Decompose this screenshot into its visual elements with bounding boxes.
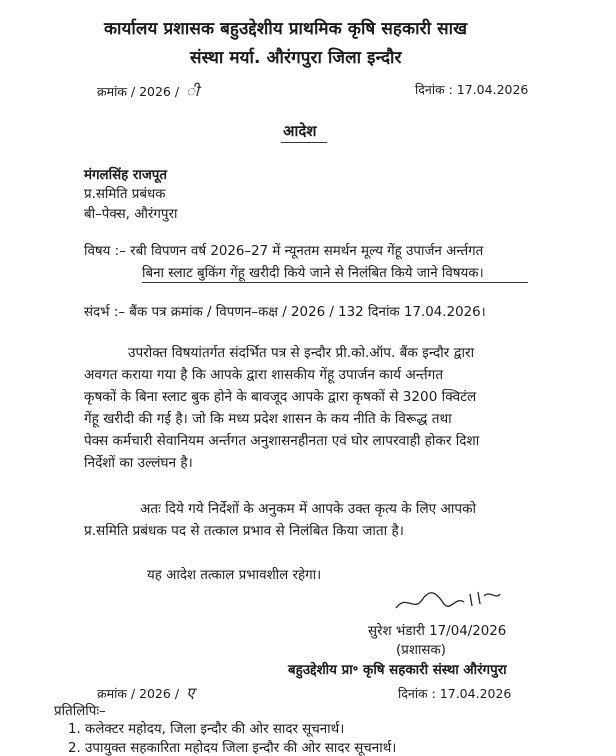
handwritten-number: ी bbox=[186, 82, 199, 100]
paragraph-line: अवगत कराया गया है कि आपके द्वारा शासकीय गेंहू उपार्जन कार्य अर्न्तगत bbox=[84, 367, 444, 383]
body-paragraph-2 bbox=[84, 498, 536, 542]
subject-line-2: बिना स्लाट बुकिंग गेंहू खरीदी किये जाने से निलंबित किये जाने विषयक। bbox=[142, 266, 484, 281]
addressee-place: बी–पेक्स, औरंगपुरा bbox=[84, 207, 178, 222]
reference-number-label: क्रमांक / 2026 / bbox=[97, 84, 180, 99]
addressee-designation: प्र.समिति प्रबंधक bbox=[84, 187, 166, 202]
paragraph-line: कृषकों के बिना स्लाट बुक होने के बावजूद आपके द्वारा कृषकों से 3200 क्विटंल bbox=[84, 389, 477, 405]
reference-number-label: क्रमांक / 2026 / bbox=[97, 686, 180, 701]
reference-line: संदर्भ :– बैंक पत्र क्रमांक / विपणन–कक्ष / 2026 / 132 दिनांक 17.04.2026। bbox=[84, 305, 486, 320]
signatory-role: (प्रशासक) bbox=[396, 643, 446, 658]
date-bottom: दिनांक : 17.04.2026 bbox=[398, 686, 512, 701]
subject-underline bbox=[142, 282, 528, 283]
subject-line-1: विषय :– रबी विपणन वर्ष 2026–27 में न्यूनतम समर्थन मूल्य गेंहू उपार्जन अर्न्तगत bbox=[84, 244, 484, 259]
reference-number-bottom bbox=[97, 683, 194, 703]
date-top: दिनांक : 17.04.2026 bbox=[415, 82, 529, 97]
letterhead-line-2: संस्था मर्या. औरंगपुरा जिला इन्दौर bbox=[190, 48, 402, 68]
effective-line: यह आदेश तत्काल प्रभावशील रहेगा। bbox=[147, 568, 322, 583]
handwritten-number: ए bbox=[186, 684, 195, 702]
addressee-name: मंगलसिंह राजपूत bbox=[84, 168, 168, 183]
paragraph-line: निर्देशों का उल्लंघन है। bbox=[84, 455, 193, 471]
letterhead-line-1: कार्यालय प्रशासक बहुउद्देशीय प्राथमिक कृषि सहकारी साख bbox=[104, 19, 468, 39]
signature-scribble bbox=[392, 588, 502, 616]
paragraph-line: गेंहू खरीदी की गई है। जो कि मध्य प्रदेश शासन के कय नीति के विरूद्ध तथा bbox=[84, 411, 452, 427]
signatory-organization: बहुउद्देशीय प्रा॰ कृषि सहकारी संस्था औरंगपुरा bbox=[288, 663, 507, 678]
copy-header: प्रतिलिपिः– bbox=[54, 704, 106, 719]
copy-item-1: 1. कलेक्टर महोदय, जिला इन्दौर की ओर सादर सूचनार्थ। bbox=[68, 722, 345, 737]
page-title: आदेश bbox=[283, 122, 317, 140]
title-underline bbox=[281, 142, 327, 143]
body-paragraph-1 bbox=[84, 342, 536, 474]
paragraph-line: पेक्स कर्मचारी सेवानियम अर्न्तगत अनुशासनहीनता एवं घोर लापरवाही होकर दिशा bbox=[84, 433, 480, 449]
paragraph-line: प्र.समिति प्रबंधक पद से तत्काल प्रभाव से निलंबित किया जाता है। bbox=[84, 523, 404, 539]
paragraph-line: उपरोक्त विषयांतर्गत संदर्भित पत्र से इन्दौर प्री.को.ऑप. बैंक इन्दौर द्वारा bbox=[128, 345, 475, 361]
reference-number-top bbox=[97, 81, 199, 101]
signatory-name-date: सुरेश भंडारी 17/04/2026 bbox=[368, 624, 507, 639]
copy-item-2: 2. उपायुक्त सहकारिता महोदय जिला इन्दौर की ओर सादर सूचनार्थ। bbox=[68, 741, 397, 756]
paragraph-line: अतः दिये गये निर्देशों के अनुकम में आपके उक्त कृत्य के लिए आपको bbox=[140, 501, 477, 517]
